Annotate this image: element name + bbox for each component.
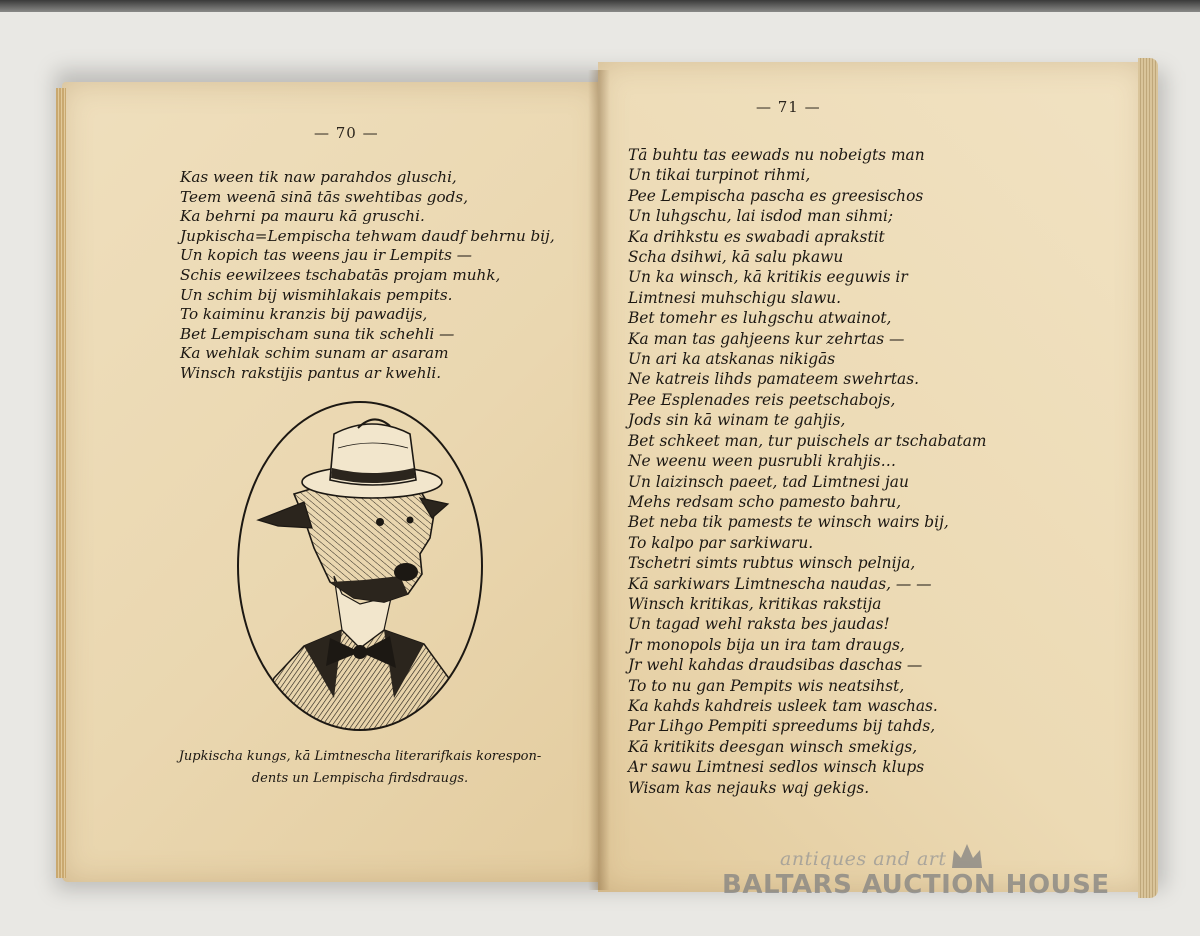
poem-line: Ka drihkstu es swabadi aprakstit: [628, 227, 885, 246]
poem-line: To to nu gan Pempits wis neatsihst,: [628, 676, 905, 695]
poem-line: To kaiminu kranzis bij pawadijs,: [180, 305, 428, 324]
poem-line: Schis eewilzees tschabatās projam muhk,: [180, 265, 501, 284]
poem-line: Kas ween tik naw parahdos gluschi,: [180, 168, 457, 186]
poem-line: Pee Esplenades reis peetschabojs,: [628, 390, 896, 409]
poem-line: Un ari ka atskanas nikigās: [628, 350, 836, 369]
poem-line: Jods sin kā winam te gahjis,: [628, 411, 846, 430]
poem-line: Un luhgschu, lai isdod man sihmi;: [628, 207, 894, 226]
poem-line: Teem weenā sinā tās swehtibas gods,: [180, 187, 469, 206]
poem-line: Un tikai turpinot rihmi,: [628, 166, 811, 185]
poem-line: Tā buhtu tas eewads nu nobeigts man: [628, 146, 925, 164]
poem-line: Bet Lempischam suna tik schehli —: [180, 324, 455, 343]
poem-line: Un tagad wehl raksta bes jaudas!: [628, 615, 890, 634]
right-page-edge: [1138, 58, 1158, 898]
poem-line: Ka behrni pa mauru kā gruschi.: [180, 207, 425, 226]
poem-line: Bet tomehr es luhgschu atwainot,: [628, 309, 892, 328]
poem-line: Wisam kas nejauks waj gekigs.: [628, 778, 870, 797]
poem-line: Mehs redsam scho pamesto bahru,: [628, 492, 902, 511]
watermark-brand: BALTARS AUCTION HOUSE: [722, 870, 1110, 900]
auction-house-watermark: [722, 848, 1122, 908]
poem-line: Un laizinsch paeet, tad Limtnesi jau: [628, 472, 909, 491]
left-page-edge: [56, 88, 66, 878]
poem-line: Ka kahds kahdreis usleek tam waschas.: [628, 696, 938, 715]
right-poem: [628, 145, 987, 798]
left-poem: [180, 168, 555, 384]
poem-line: Jupkischa=Lempischa tehwam daudf behrnu bij,: [180, 226, 555, 245]
poem-line: Pee Lempischa pascha es greesischos: [628, 186, 924, 205]
poem-line: Tschetri simts rubtus winsch pelnija,: [628, 554, 916, 573]
poem-line: To kalpo par sarkiwaru.: [628, 533, 814, 552]
poem-line: Ka man tas gahjeens kur zehrtas —: [628, 329, 905, 348]
page-number-left: — 70 —: [314, 124, 379, 142]
poem-line: Limtnesi muhschigu slawu.: [628, 288, 842, 307]
poem-line: Bet schkeet man, tur puischels ar tschabatam: [628, 431, 987, 450]
watermark-tagline: antiques and art: [780, 848, 947, 870]
poem-line: Ne katreis lihds pamateem swehrtas.: [628, 370, 920, 389]
caption-line: dents un Lempischa firdsdraugs.: [251, 771, 469, 786]
illustration-caption: [150, 746, 570, 790]
poem-line: Un ka winsch, kā kritikis eeguwis ir: [628, 268, 908, 287]
dog-in-hat-illustration: [234, 398, 486, 734]
top-dark-strip: [0, 0, 1200, 12]
poem-line: Ka wehlak schim sunam ar asaram: [180, 344, 449, 363]
poem-line: Scha dsihwi, kā salu pkawu: [628, 248, 844, 267]
poem-line: Un schim bij wismihlakais pempits.: [180, 285, 453, 304]
poem-line: Par Lihgo Pempiti spreedums bij tahds,: [628, 717, 936, 736]
poem-line: Winsch rakstijis pantus ar kwehli.: [180, 363, 442, 382]
crown-icon: [950, 842, 984, 870]
poem-line: Jr monopols bija un ira tam draugs,: [628, 635, 905, 654]
poem-line: Winsch kritikas, kritikas rakstija: [628, 594, 882, 613]
poem-line: Ar sawu Limtnesi sedlos winsch klups: [628, 758, 925, 777]
page-number-right: — 71 —: [756, 98, 821, 116]
poem-line: Bet neba tik pamests te winsch wairs bij,: [628, 513, 949, 532]
poem-line: Kā sarkiwars Limtnescha naudas, — —: [628, 574, 932, 593]
poem-line: Kā kritikits deesgan winsch smekigs,: [628, 737, 918, 756]
poem-line: Un kopich tas weens jau ir Lempits —: [180, 246, 472, 265]
poem-line: Jr wehl kahdas draudsibas daschas —: [628, 656, 923, 675]
book-spine: [588, 70, 610, 890]
poem-line: Ne weenu ween pusrubli krahjis…: [628, 452, 897, 471]
caption-line: Jupkischa kungs, kā Limtnescha literarifkais korespon-: [178, 749, 542, 764]
